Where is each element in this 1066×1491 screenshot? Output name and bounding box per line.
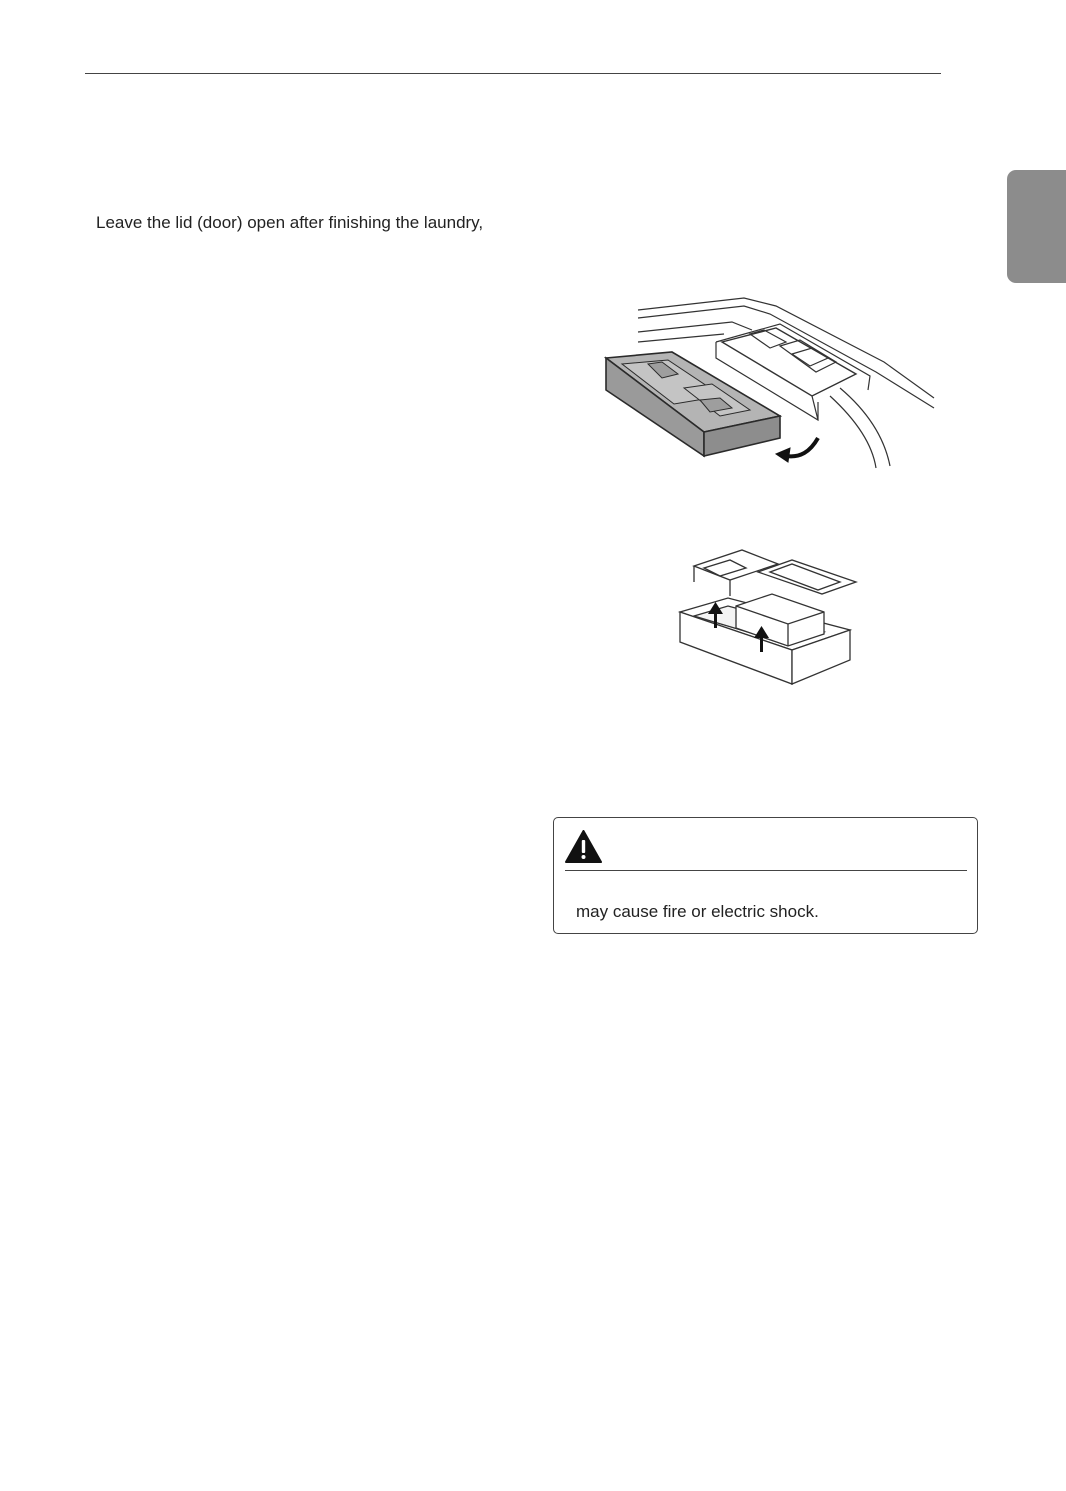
section-tab <box>1007 170 1066 283</box>
dispenser-drawer-removal-illustration <box>604 292 940 470</box>
warning-triangle-icon <box>565 830 602 863</box>
warning-text: may cause fire or electric shock. <box>576 902 819 921</box>
warning-box <box>553 817 978 934</box>
dispenser-inserts-lift-out-illustration <box>674 532 864 710</box>
warning-divider <box>565 870 967 871</box>
header-rule <box>85 73 941 74</box>
body-text: Leave the lid (door) open after finishing the laundry, <box>96 213 484 232</box>
